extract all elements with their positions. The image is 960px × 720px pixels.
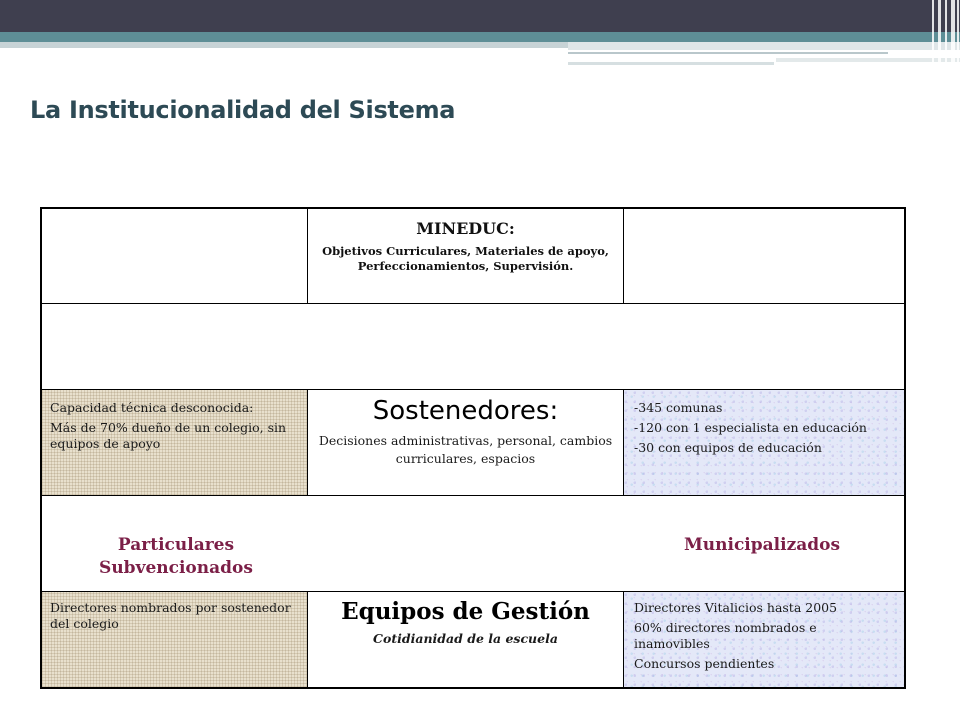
sostenedores-title-text: Sostenedores — [372, 396, 550, 426]
label-municipalizados: Municipalizados — [683, 535, 841, 555]
sostenedores-description: Decisiones administrativas, personal, cambios curriculares, espacios — [318, 433, 613, 466]
private-directors-text: Directores nombrados por sostenedor del colegio — [50, 600, 291, 631]
sostenedores-title-colon: : — [549, 396, 559, 426]
private-directors-cell — [42, 592, 308, 687]
sostenedores-title — [308, 396, 623, 426]
equipos-gestion-title: Equipos de Gestión — [341, 598, 590, 625]
municipal-directors-line-1: Directores Vitalicios hasta 2005 — [634, 600, 838, 615]
header-band-right-3 — [568, 62, 774, 65]
municipal-stat-1: -345 comunas — [634, 400, 723, 415]
municipal-directors-cell — [624, 592, 904, 687]
mineduc-title: MINEDUC: — [416, 219, 515, 238]
sostenedores-cell — [308, 390, 624, 496]
slide-title: La Institucionalidad del Sistema — [30, 96, 456, 124]
mineduc-description: Objetivos Curriculares, Materiales de apoyo, Perfeccionamientos, Supervisión. — [322, 244, 609, 273]
header-band-grey — [0, 42, 568, 48]
spacer-row — [42, 304, 904, 390]
municipal-stat-2: -120 con 1 especialista en educación — [634, 420, 867, 435]
mineduc-cell — [308, 209, 624, 304]
private-capacity-line-1: Capacidad técnica desconocida: — [50, 400, 254, 415]
header-band-right-1 — [568, 42, 960, 50]
header-band-dark — [0, 0, 960, 32]
municipal-stats-cell — [624, 390, 904, 496]
header-band-teal — [0, 32, 960, 42]
empty-cell-top-right — [624, 209, 904, 304]
private-capacity-cell — [42, 390, 308, 496]
label-particulares-subvencionados: Particulares Subvencionados — [99, 535, 253, 578]
private-capacity-line-2: Más de 70% dueño de un colegio, sin equipos de apoyo — [50, 420, 287, 451]
header-band-right-2 — [568, 52, 888, 54]
municipal-directors-line-3: Concursos pendientes — [634, 656, 775, 671]
institutional-diagram — [40, 207, 906, 689]
header-corner-stripes — [930, 0, 960, 64]
equipos-gestion-cell — [308, 592, 624, 687]
empty-cell-top-left — [42, 209, 308, 304]
municipal-stat-3: -30 con equipos de educación — [634, 440, 822, 455]
municipal-directors-line-2: 60% directores nombrados e inamovibles — [634, 620, 817, 651]
equipos-gestion-description: Cotidianidad de la escuela — [373, 631, 558, 646]
